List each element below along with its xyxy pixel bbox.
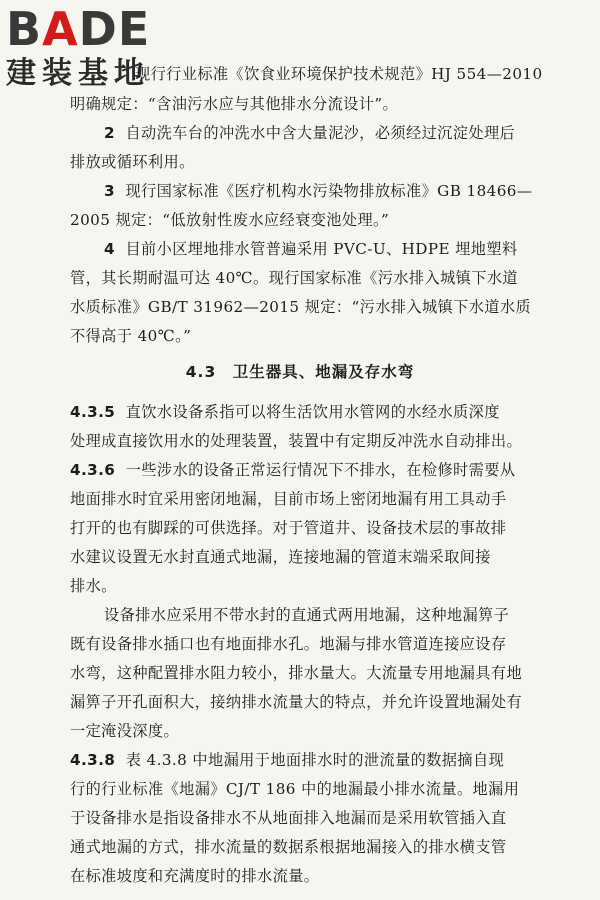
text-line: 直饮水设备系指可以将生活饮用水管网的水经水质深度 xyxy=(125,403,500,421)
text-line: 一定淹没深度。 xyxy=(70,722,180,740)
text-line: 水质标准》GB/T 31962—2015 规定：“污水排入城镇下水道水质 xyxy=(70,298,532,316)
text-line: 既有设备排水插口也有地面排水孔。地漏与排水管道连接应设存 xyxy=(70,635,507,653)
text-line: 管，其长期耐温可达 40℃。现行国家标准《污水排入城镇下水道 xyxy=(70,269,519,287)
clause-number: 4.3.6 xyxy=(70,461,116,479)
item-4 xyxy=(104,238,518,259)
section-title: 4.3 卫生器具、地漏及存水弯 xyxy=(185,363,415,381)
clause-4-3-5 xyxy=(70,401,500,422)
text-line: 明确规定：“含油污水应与其他排水分流设计”。 xyxy=(70,95,399,113)
text-line: 目前小区埋地排水管普遍采用 PVC-U、HDPE 埋地塑料 xyxy=(125,240,518,258)
text-line: 行的行业标准《地漏》CJ/T 186 中的地漏最小排水流量。地漏用 xyxy=(70,780,520,798)
text-line: 处理成直接饮用水的处理装置，装置中有定期反冲洗水自动排出。 xyxy=(70,432,523,450)
text-line: 现行行业标准《饮食业环境保护技术规范》HJ 554—2010 xyxy=(135,65,543,83)
text-line: 于设备排水是指设备排水不从地面排入地漏而是采用软管插入直 xyxy=(70,809,507,827)
text-line: 水弯，这种配置排水阻力较小，排水量大。大流量专用地漏具有地 xyxy=(70,664,523,682)
clause-number: 4.3.8 xyxy=(70,751,116,769)
logo-brand: BADE xyxy=(6,2,151,56)
item-2 xyxy=(104,122,515,143)
text-line: 2005 规定：“低放射性废水应经衰变池处理。” xyxy=(70,211,390,229)
text-line: 排水。 xyxy=(70,577,117,595)
text-line: 地面排水时宜采用密闭地漏，目前市场上密闭地漏有用工具动手 xyxy=(70,490,507,508)
item-number: 2 xyxy=(104,124,115,142)
clause-4-3-8 xyxy=(70,749,504,770)
text-line: 表 4.3.8 中地漏用于地面排水时的泄流量的数据摘自现 xyxy=(125,751,505,769)
text-line: 排放或循环利用。 xyxy=(70,153,195,171)
text-line: 不得高于 40℃。” xyxy=(70,327,192,345)
text-line: 自动洗车台的冲洗水中含大量泥沙，必须经过沉淀处理后 xyxy=(125,124,516,142)
text-line: 漏箅子开孔面积大，接纳排水流量大的特点，并允许设置地漏处有 xyxy=(70,693,523,711)
item-number: 3 xyxy=(104,182,115,200)
text-line: 通式地漏的方式，排水流量的数据系根据地漏接入的排水横支管 xyxy=(70,838,507,856)
item-3 xyxy=(104,180,532,201)
text-line: 现行国家标准《医疗机构水污染物排放标准》GB 18466— xyxy=(125,182,533,200)
text-line: 设备排水应采用不带水封的直通式两用地漏，这种地漏箅子 xyxy=(104,606,510,624)
text-line: 打开的也有脚踩的可供选择。对于管道井、设备技术层的事故排 xyxy=(70,519,507,537)
bade-logo xyxy=(6,4,181,99)
clause-4-3-6 xyxy=(70,459,515,480)
item-number: 4 xyxy=(104,240,115,258)
clause-number: 4.3.5 xyxy=(70,403,116,421)
text-line: 水建议设置无水封直通式地漏，连接地漏的管道末端采取间接 xyxy=(70,548,491,566)
logo-subtitle: 建装基地 xyxy=(6,56,150,91)
text-line: 在标准坡度和充满度时的排水流量。 xyxy=(70,867,320,885)
text-line: 一些涉水的设备正常运行情况下不排水，在检修时需要从 xyxy=(125,461,516,479)
